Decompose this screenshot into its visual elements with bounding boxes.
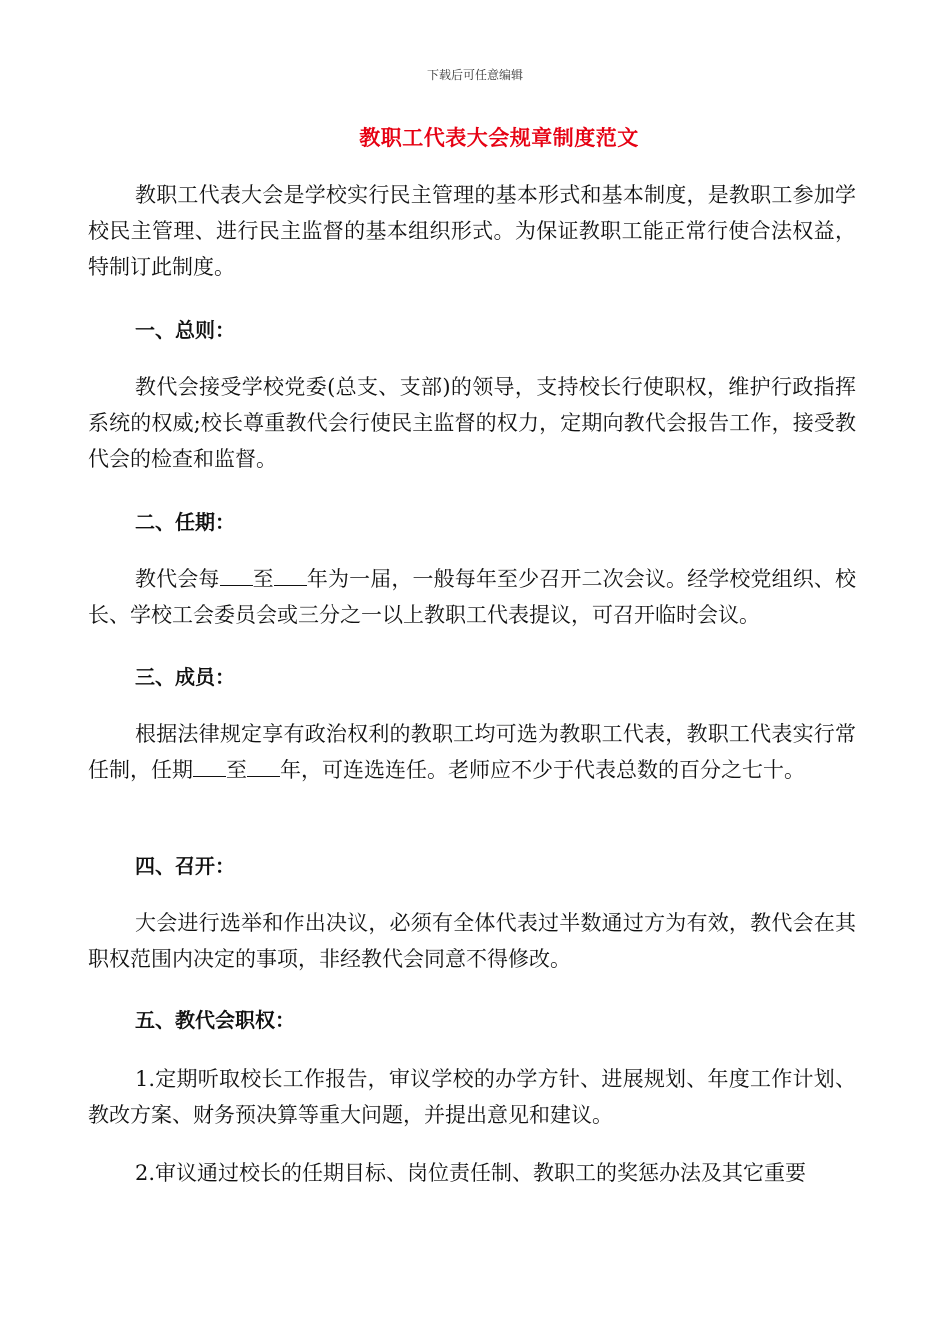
document-title: 教职工代表大会规章制度范文 [359,125,639,150]
section-heading-powers: 五、教代会职权： [135,1008,295,1032]
powers-item-2: 2.审议通过校长的任期目标、岗位责任制、教职工的奖惩办法及其它重要 [135,1161,807,1185]
blank-line [247,758,280,777]
section-text-members [88,716,856,788]
section-text-convene: 大会进行选举和作出决议，必须有全体代表过半数通过方为有效，教代会在其职权范围内决定的事项，非经教代会同意不得修改。 [88,911,856,971]
term-text-rest: 年为一届，一般每年至少召开二次会议。经学校党组织、校长、学校工会委员会或三分之一以上教职工代表提议，可召开临时会议。 [88,567,856,627]
section-heading-members: 三、成员： [135,665,235,689]
powers-item-1: 1.定期听取校长工作报告，审议学校的办学方针、进展规划、年度工作计划、教改方案、财务预决算等重大问题，并提出意见和建议。 [88,1067,856,1127]
section-text-general: 教代会接受学校党委(总支、支部)的领导，支持校长行使职权，维护行政指挥系统的权威;校长尊重教代会行使民主监督的权力，定期向教代会报告工作，接受教代会的检查和监督。 [88,375,856,471]
members-text-start: 根据法律规定享有政治权利的教职工均可选为教职工代表，教职工代表实行常任制，任期 [88,722,856,782]
members-text-rest: 年，可连选连任。老师应不少于代表总数的百分之七十。 [280,758,805,782]
section-heading-general: 一、总则： [135,318,235,342]
section-text-term [88,561,856,633]
term-text-to: 至 [252,567,274,591]
blank-line [274,567,307,586]
blank-line [220,567,253,586]
section-heading-term: 二、任期： [135,510,235,534]
term-text-start: 教代会每 [135,567,220,591]
intro-paragraph: 教职工代表大会是学校实行民主管理的基本形式和基本制度，是教职工参加学校民主管理、进行民主监督的基本组织形式。为保证教职工能正常行使合法权益，特制订此制度。 [88,183,856,279]
section-heading-convene: 四、召开： [135,854,235,878]
header-note: 下载后可任意编辑 [426,68,523,82]
blank-line [193,758,226,777]
members-text-to: 至 [226,758,247,782]
